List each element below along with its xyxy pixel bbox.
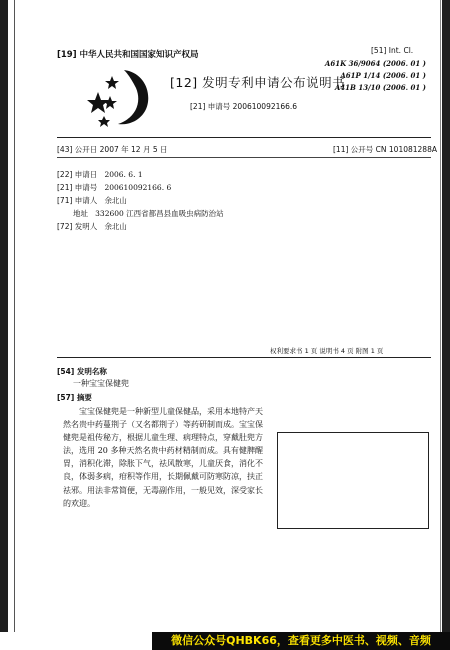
biblio-value: 332600 江西省都昌县血吸虫病防治站 bbox=[95, 209, 224, 218]
biblio-label: 地址 bbox=[73, 209, 88, 218]
biblio-label: [71] 申请人 bbox=[57, 196, 98, 205]
biblio-applicant bbox=[57, 195, 127, 206]
divider-top bbox=[57, 137, 431, 138]
ipc-code-3: A41B 13/10 (2006. 01 ) bbox=[334, 83, 426, 92]
ipc-code-1: A61K 36/9064 (2006. 01 ) bbox=[324, 59, 426, 68]
abstract-text: 宝宝保健兜是一种新型儿童保健品，采用本地特产天然名贵中药蔓荆子（又名都荆子）等药研制而成。宝宝保健兜是祖传秘方，根据儿童生理、病理特点，穿戴肚兜方法，选用 20 多种天然名贵中药材精制而成。具有健脾醒胃，消积化滞，除胀下气，祛风散寒，儿童厌食，消化不良，体弱多病，疳积等作用，长期佩戴可防寒防凉，扶正祛邪。用法非常简便，无毒副作用，一般见效，深受家长的欢迎。 bbox=[63, 407, 263, 508]
divider-bottom bbox=[57, 357, 431, 358]
patent-office-name: [19] 中华人民共和国国家知识产权局 bbox=[57, 50, 199, 60]
biblio-inventor bbox=[57, 221, 127, 232]
biblio-label: [21] 申请号 bbox=[57, 183, 98, 192]
biblio-address bbox=[73, 208, 224, 219]
biblio-label: [72] 发明人 bbox=[57, 222, 98, 231]
abstract-figure bbox=[277, 432, 429, 529]
ipc-label: [51] Int. Cl. bbox=[371, 46, 414, 55]
invention-title-label: [54] 发明名称 bbox=[57, 367, 107, 376]
publication-date: [43] 公开日 2007 年 12 月 5 日 bbox=[57, 145, 168, 154]
footer-banner: 微信公众号QHBK66，查看更多中医书、视频、音频 bbox=[152, 632, 450, 650]
bottom-margin bbox=[0, 632, 152, 650]
biblio-value: 余北山 bbox=[104, 196, 127, 205]
biblio-application-number bbox=[57, 182, 171, 193]
ipc-code-2: A61P 1/14 (2006. 01 ) bbox=[340, 71, 426, 80]
biblio-label: [22] 申请日 bbox=[57, 170, 98, 179]
divider-thin bbox=[57, 157, 431, 158]
left-border bbox=[0, 0, 8, 650]
patent-page bbox=[14, 0, 441, 632]
publication-number: [11] 公开号 CN 101081288A bbox=[333, 145, 437, 154]
biblio-filing-date bbox=[57, 169, 143, 180]
biblio-value: 余北山 bbox=[104, 222, 127, 231]
document-type-title: [12] 发明专利申请公布说明书 bbox=[170, 75, 346, 90]
application-number: [21] 申请号 200610092166.6 bbox=[190, 102, 298, 111]
biblio-value: 200610092166. 6 bbox=[104, 183, 172, 192]
biblio-value: 2006. 6. 1 bbox=[104, 170, 143, 179]
invention-title: 一种宝宝保健兜 bbox=[73, 379, 129, 388]
abstract-label: [57] 摘要 bbox=[57, 393, 92, 402]
patent-office-logo-icon bbox=[78, 62, 158, 132]
right-border bbox=[442, 0, 450, 650]
page-count-info: 权利要求书 1 页 说明书 4 页 附图 1 页 bbox=[270, 347, 384, 355]
